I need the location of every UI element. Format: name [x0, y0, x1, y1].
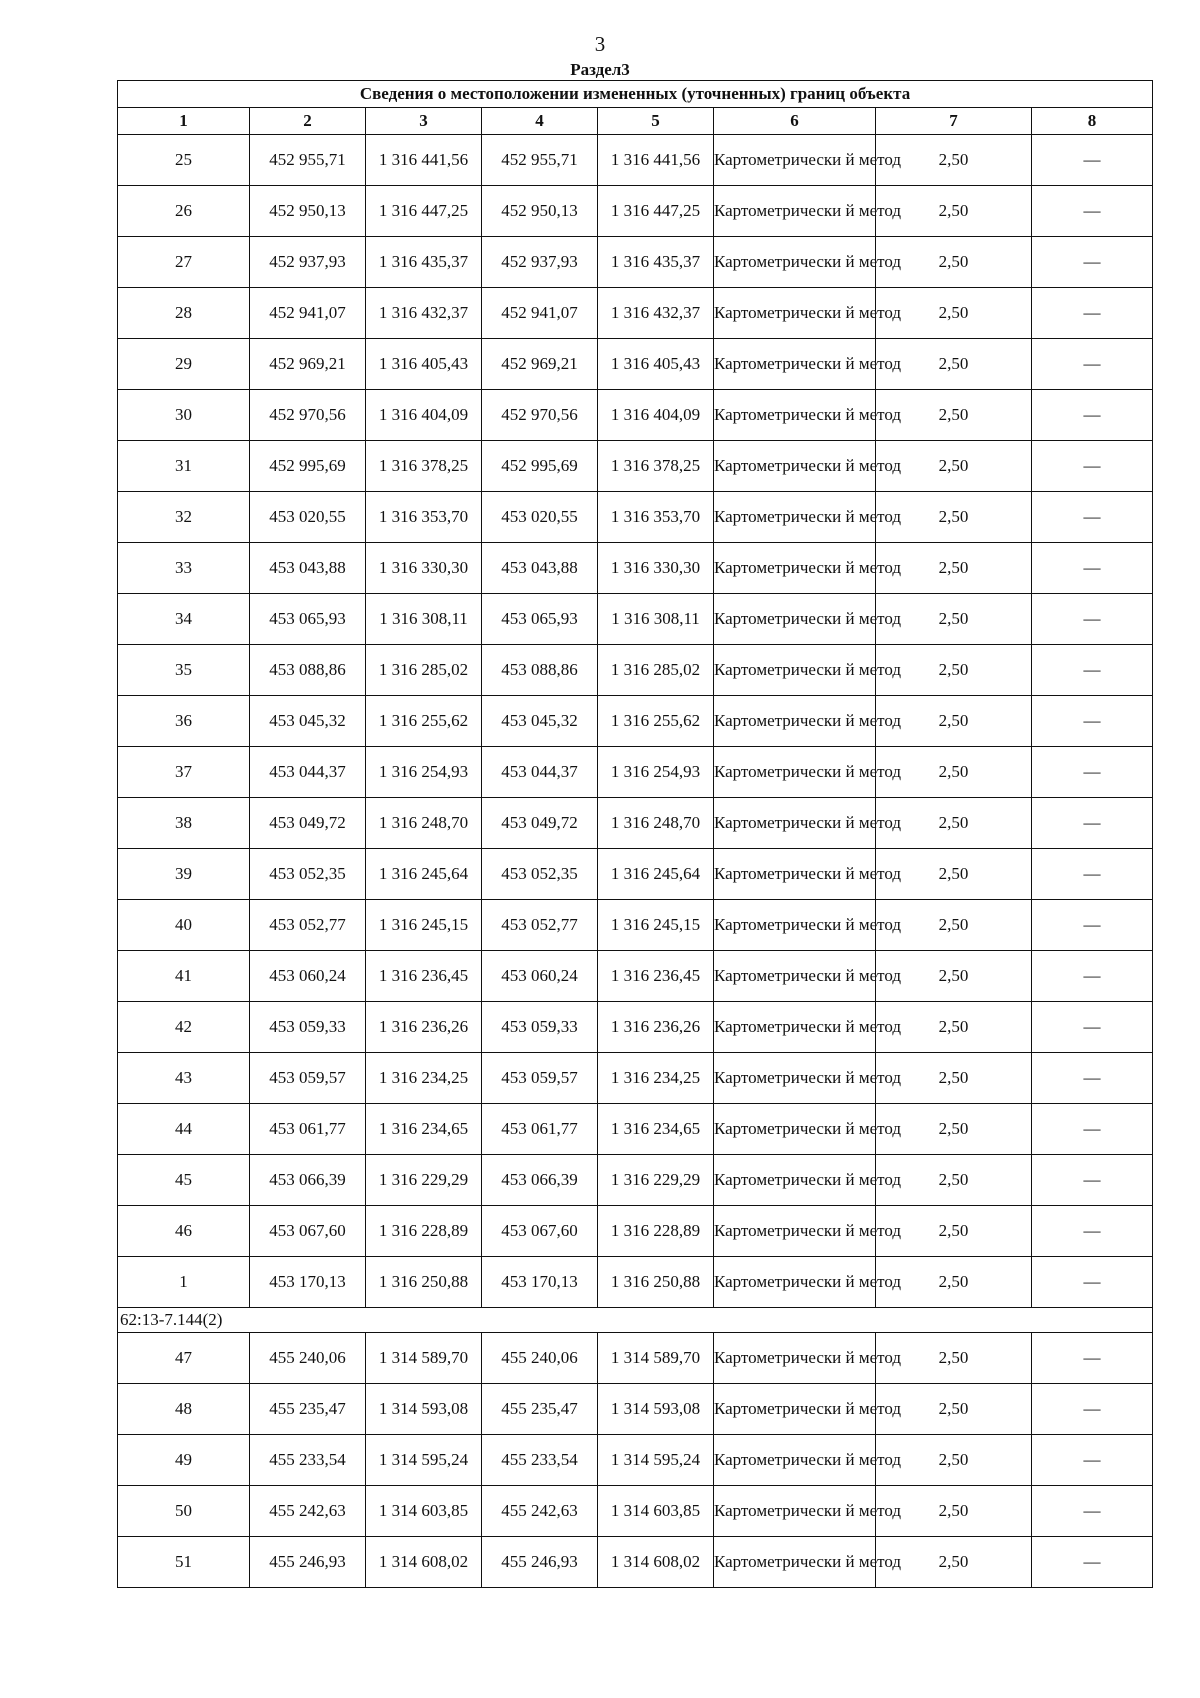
y-new-cell: 1 316 308,11	[598, 594, 714, 645]
y-new-cell: 1 316 254,93	[598, 747, 714, 798]
point-number-cell: 27	[118, 237, 250, 288]
x-old-cell: 453 060,24	[250, 951, 366, 1002]
accuracy-cell: 2,50	[876, 1002, 1032, 1053]
y-old-cell: 1 314 593,08	[366, 1384, 482, 1435]
accuracy-cell: 2,50	[876, 696, 1032, 747]
x-old-cell: 455 233,54	[250, 1435, 366, 1486]
accuracy-cell: 2,50	[876, 594, 1032, 645]
description-cell: —	[1032, 1333, 1153, 1384]
group-label: 62:13-7.144(2)	[118, 1308, 1153, 1333]
method-cell: Картометрически й метод	[714, 390, 876, 441]
point-number-cell: 49	[118, 1435, 250, 1486]
point-number-cell: 44	[118, 1104, 250, 1155]
x-new-cell: 452 937,93	[482, 237, 598, 288]
y-old-cell: 1 316 236,45	[366, 951, 482, 1002]
description-cell: —	[1032, 1206, 1153, 1257]
description-cell: —	[1032, 237, 1153, 288]
accuracy-cell: 2,50	[876, 645, 1032, 696]
table-row	[118, 645, 1153, 696]
column-number: 4	[482, 108, 598, 135]
method-cell: Картометрически й метод	[714, 492, 876, 543]
table-row	[118, 1333, 1153, 1384]
y-old-cell: 1 316 248,70	[366, 798, 482, 849]
description-cell: —	[1032, 1384, 1153, 1435]
method-cell: Картометрически й метод	[714, 1002, 876, 1053]
y-old-cell: 1 316 353,70	[366, 492, 482, 543]
accuracy-cell: 2,50	[876, 1257, 1032, 1308]
method-cell: Картометрически й метод	[714, 1206, 876, 1257]
table-row	[118, 900, 1153, 951]
table-row	[118, 186, 1153, 237]
x-old-cell: 453 044,37	[250, 747, 366, 798]
description-cell: —	[1032, 594, 1153, 645]
x-new-cell: 455 242,63	[482, 1486, 598, 1537]
x-new-cell: 453 067,60	[482, 1206, 598, 1257]
accuracy-cell: 2,50	[876, 798, 1032, 849]
y-new-cell: 1 316 250,88	[598, 1257, 714, 1308]
x-old-cell: 452 970,56	[250, 390, 366, 441]
y-old-cell: 1 316 432,37	[366, 288, 482, 339]
y-old-cell: 1 316 435,37	[366, 237, 482, 288]
y-new-cell: 1 316 248,70	[598, 798, 714, 849]
table-row	[118, 951, 1153, 1002]
x-old-cell: 453 052,35	[250, 849, 366, 900]
method-cell: Картометрически й метод	[714, 288, 876, 339]
point-number-cell: 34	[118, 594, 250, 645]
point-number-cell: 39	[118, 849, 250, 900]
column-number: 8	[1032, 108, 1153, 135]
description-cell: —	[1032, 1537, 1153, 1588]
y-new-cell: 1 314 595,24	[598, 1435, 714, 1486]
x-new-cell: 453 052,35	[482, 849, 598, 900]
table-row	[118, 1486, 1153, 1537]
point-number-cell: 50	[118, 1486, 250, 1537]
column-number: 6	[714, 108, 876, 135]
x-old-cell: 453 067,60	[250, 1206, 366, 1257]
y-old-cell: 1 316 404,09	[366, 390, 482, 441]
method-cell: Картометрически й метод	[714, 135, 876, 186]
point-number-cell: 26	[118, 186, 250, 237]
point-number-cell: 33	[118, 543, 250, 594]
table-row	[118, 1002, 1153, 1053]
accuracy-cell: 2,50	[876, 1537, 1032, 1588]
y-old-cell: 1 316 250,88	[366, 1257, 482, 1308]
accuracy-cell: 2,50	[876, 186, 1032, 237]
y-new-cell: 1 316 234,65	[598, 1104, 714, 1155]
point-number-cell: 25	[118, 135, 250, 186]
y-new-cell: 1 316 330,30	[598, 543, 714, 594]
y-new-cell: 1 314 589,70	[598, 1333, 714, 1384]
point-number-cell: 48	[118, 1384, 250, 1435]
table-caption: Сведения о местоположении измененных (уточненных) границ объекта	[118, 81, 1153, 108]
x-new-cell: 453 065,93	[482, 594, 598, 645]
x-new-cell: 453 020,55	[482, 492, 598, 543]
point-number-cell: 43	[118, 1053, 250, 1104]
table-row	[118, 390, 1153, 441]
x-old-cell: 452 955,71	[250, 135, 366, 186]
x-old-cell: 455 240,06	[250, 1333, 366, 1384]
method-cell: Картометрически й метод	[714, 1104, 876, 1155]
x-new-cell: 452 969,21	[482, 339, 598, 390]
accuracy-cell: 2,50	[876, 543, 1032, 594]
x-old-cell: 452 969,21	[250, 339, 366, 390]
y-new-cell: 1 316 228,89	[598, 1206, 714, 1257]
x-new-cell: 453 061,77	[482, 1104, 598, 1155]
x-old-cell: 453 065,93	[250, 594, 366, 645]
y-old-cell: 1 316 255,62	[366, 696, 482, 747]
point-number-cell: 30	[118, 390, 250, 441]
y-new-cell: 1 316 255,62	[598, 696, 714, 747]
x-new-cell: 452 955,71	[482, 135, 598, 186]
method-cell: Картометрически й метод	[714, 1435, 876, 1486]
point-number-cell: 31	[118, 441, 250, 492]
description-cell: —	[1032, 1104, 1153, 1155]
description-cell: —	[1032, 1053, 1153, 1104]
method-cell: Картометрически й метод	[714, 1537, 876, 1588]
accuracy-cell: 2,50	[876, 1155, 1032, 1206]
boundary-coordinates-table	[117, 80, 1153, 1588]
method-cell: Картометрически й метод	[714, 1155, 876, 1206]
x-old-cell: 453 052,77	[250, 900, 366, 951]
point-number-cell: 46	[118, 1206, 250, 1257]
y-new-cell: 1 314 608,02	[598, 1537, 714, 1588]
description-cell: —	[1032, 1002, 1153, 1053]
point-number-cell: 51	[118, 1537, 250, 1588]
method-cell: Картометрически й метод	[714, 747, 876, 798]
description-cell: —	[1032, 798, 1153, 849]
table-row	[118, 696, 1153, 747]
table-row	[118, 339, 1153, 390]
y-new-cell: 1 316 405,43	[598, 339, 714, 390]
table-row	[118, 798, 1153, 849]
description-cell: —	[1032, 1435, 1153, 1486]
x-old-cell: 453 059,33	[250, 1002, 366, 1053]
column-number: 3	[366, 108, 482, 135]
table-row	[118, 237, 1153, 288]
page-number: 3	[594, 32, 606, 56]
table-row	[118, 441, 1153, 492]
accuracy-cell: 2,50	[876, 1486, 1032, 1537]
table-row	[118, 1206, 1153, 1257]
method-cell: Картометрически й метод	[714, 849, 876, 900]
x-old-cell: 455 246,93	[250, 1537, 366, 1588]
method-cell: Картометрически й метод	[714, 645, 876, 696]
y-old-cell: 1 316 234,65	[366, 1104, 482, 1155]
accuracy-cell: 2,50	[876, 237, 1032, 288]
x-old-cell: 453 170,13	[250, 1257, 366, 1308]
x-new-cell: 455 235,47	[482, 1384, 598, 1435]
accuracy-cell: 2,50	[876, 1435, 1032, 1486]
y-new-cell: 1 316 441,56	[598, 135, 714, 186]
section-title: Раздел3	[570, 60, 630, 79]
table-row	[118, 594, 1153, 645]
y-new-cell: 1 316 236,45	[598, 951, 714, 1002]
x-old-cell: 453 061,77	[250, 1104, 366, 1155]
accuracy-cell: 2,50	[876, 441, 1032, 492]
description-cell: —	[1032, 441, 1153, 492]
x-new-cell: 453 043,88	[482, 543, 598, 594]
accuracy-cell: 2,50	[876, 339, 1032, 390]
description-cell: —	[1032, 1257, 1153, 1308]
description-cell: —	[1032, 696, 1153, 747]
y-old-cell: 1 314 595,24	[366, 1435, 482, 1486]
x-old-cell: 452 941,07	[250, 288, 366, 339]
column-number-row	[118, 108, 1153, 135]
method-cell: Картометрически й метод	[714, 186, 876, 237]
x-old-cell: 453 049,72	[250, 798, 366, 849]
method-cell: Картометрически й метод	[714, 900, 876, 951]
method-cell: Картометрически й метод	[714, 594, 876, 645]
y-new-cell: 1 316 245,64	[598, 849, 714, 900]
method-cell: Картометрически й метод	[714, 237, 876, 288]
x-old-cell: 453 066,39	[250, 1155, 366, 1206]
x-old-cell: 452 937,93	[250, 237, 366, 288]
x-new-cell: 453 059,33	[482, 1002, 598, 1053]
accuracy-cell: 2,50	[876, 1053, 1032, 1104]
table-caption-row	[118, 81, 1153, 108]
y-old-cell: 1 314 589,70	[366, 1333, 482, 1384]
y-new-cell: 1 316 236,26	[598, 1002, 714, 1053]
x-new-cell: 452 970,56	[482, 390, 598, 441]
y-new-cell: 1 316 229,29	[598, 1155, 714, 1206]
y-old-cell: 1 316 234,25	[366, 1053, 482, 1104]
method-cell: Картометрически й метод	[714, 1053, 876, 1104]
y-new-cell: 1 314 603,85	[598, 1486, 714, 1537]
x-new-cell: 453 045,32	[482, 696, 598, 747]
x-new-cell: 455 233,54	[482, 1435, 598, 1486]
y-old-cell: 1 316 236,26	[366, 1002, 482, 1053]
table-row	[118, 1537, 1153, 1588]
x-old-cell: 455 235,47	[250, 1384, 366, 1435]
table-row	[118, 1155, 1153, 1206]
y-new-cell: 1 316 353,70	[598, 492, 714, 543]
description-cell: —	[1032, 1486, 1153, 1537]
method-cell: Картометрически й метод	[714, 1384, 876, 1435]
y-old-cell: 1 316 447,25	[366, 186, 482, 237]
method-cell: Картометрически й метод	[714, 441, 876, 492]
x-new-cell: 455 240,06	[482, 1333, 598, 1384]
point-number-cell: 45	[118, 1155, 250, 1206]
y-old-cell: 1 316 254,93	[366, 747, 482, 798]
accuracy-cell: 2,50	[876, 492, 1032, 543]
x-new-cell: 452 950,13	[482, 186, 598, 237]
x-old-cell: 452 995,69	[250, 441, 366, 492]
description-cell: —	[1032, 1155, 1153, 1206]
description-cell: —	[1032, 390, 1153, 441]
point-number-cell: 40	[118, 900, 250, 951]
table-row	[118, 1053, 1153, 1104]
point-number-cell: 36	[118, 696, 250, 747]
point-number-cell: 28	[118, 288, 250, 339]
point-number-cell: 41	[118, 951, 250, 1002]
x-new-cell: 453 088,86	[482, 645, 598, 696]
accuracy-cell: 2,50	[876, 951, 1032, 1002]
x-old-cell: 453 043,88	[250, 543, 366, 594]
point-number-cell: 32	[118, 492, 250, 543]
accuracy-cell: 2,50	[876, 1206, 1032, 1257]
y-old-cell: 1 316 229,29	[366, 1155, 482, 1206]
description-cell: —	[1032, 849, 1153, 900]
x-new-cell: 453 066,39	[482, 1155, 598, 1206]
y-old-cell: 1 316 405,43	[366, 339, 482, 390]
point-number-cell: 29	[118, 339, 250, 390]
y-old-cell: 1 316 308,11	[366, 594, 482, 645]
accuracy-cell: 2,50	[876, 1384, 1032, 1435]
table-row	[118, 1257, 1153, 1308]
point-number-cell: 1	[118, 1257, 250, 1308]
y-new-cell: 1 314 593,08	[598, 1384, 714, 1435]
x-new-cell: 452 941,07	[482, 288, 598, 339]
y-new-cell: 1 316 285,02	[598, 645, 714, 696]
column-number: 2	[250, 108, 366, 135]
point-number-cell: 37	[118, 747, 250, 798]
x-new-cell: 453 060,24	[482, 951, 598, 1002]
y-new-cell: 1 316 447,25	[598, 186, 714, 237]
method-cell: Картометрически й метод	[714, 1486, 876, 1537]
column-number: 7	[876, 108, 1032, 135]
description-cell: —	[1032, 645, 1153, 696]
x-new-cell: 453 044,37	[482, 747, 598, 798]
accuracy-cell: 2,50	[876, 849, 1032, 900]
description-cell: —	[1032, 339, 1153, 390]
accuracy-cell: 2,50	[876, 1333, 1032, 1384]
y-old-cell: 1 314 608,02	[366, 1537, 482, 1588]
point-number-cell: 38	[118, 798, 250, 849]
y-old-cell: 1 316 228,89	[366, 1206, 482, 1257]
x-old-cell: 453 059,57	[250, 1053, 366, 1104]
description-cell: —	[1032, 900, 1153, 951]
method-cell: Картометрически й метод	[714, 696, 876, 747]
table-body	[118, 81, 1153, 1588]
description-cell: —	[1032, 747, 1153, 798]
table-row	[118, 1104, 1153, 1155]
description-cell: —	[1032, 543, 1153, 594]
column-number: 1	[118, 108, 250, 135]
method-cell: Картометрически й метод	[714, 1333, 876, 1384]
y-old-cell: 1 316 245,15	[366, 900, 482, 951]
x-new-cell: 453 049,72	[482, 798, 598, 849]
method-cell: Картометрически й метод	[714, 951, 876, 1002]
table-row	[118, 1384, 1153, 1435]
x-old-cell: 453 020,55	[250, 492, 366, 543]
accuracy-cell: 2,50	[876, 1104, 1032, 1155]
y-old-cell: 1 316 441,56	[366, 135, 482, 186]
table-row	[118, 849, 1153, 900]
column-number: 5	[598, 108, 714, 135]
method-cell: Картометрически й метод	[714, 339, 876, 390]
method-cell: Картометрически й метод	[714, 798, 876, 849]
y-new-cell: 1 316 435,37	[598, 237, 714, 288]
y-new-cell: 1 316 432,37	[598, 288, 714, 339]
y-new-cell: 1 316 378,25	[598, 441, 714, 492]
accuracy-cell: 2,50	[876, 900, 1032, 951]
point-number-cell: 42	[118, 1002, 250, 1053]
x-old-cell: 453 045,32	[250, 696, 366, 747]
x-new-cell: 453 170,13	[482, 1257, 598, 1308]
group-header-row	[118, 1308, 1153, 1333]
table-row	[118, 288, 1153, 339]
description-cell: —	[1032, 951, 1153, 1002]
x-old-cell: 453 088,86	[250, 645, 366, 696]
y-new-cell: 1 316 234,25	[598, 1053, 714, 1104]
x-new-cell: 453 052,77	[482, 900, 598, 951]
point-number-cell: 35	[118, 645, 250, 696]
description-cell: —	[1032, 288, 1153, 339]
description-cell: —	[1032, 186, 1153, 237]
point-number-cell: 47	[118, 1333, 250, 1384]
y-old-cell: 1 316 245,64	[366, 849, 482, 900]
table-row	[118, 747, 1153, 798]
table-row	[118, 543, 1153, 594]
accuracy-cell: 2,50	[876, 390, 1032, 441]
x-old-cell: 452 950,13	[250, 186, 366, 237]
y-new-cell: 1 316 404,09	[598, 390, 714, 441]
x-new-cell: 453 059,57	[482, 1053, 598, 1104]
accuracy-cell: 2,50	[876, 747, 1032, 798]
x-new-cell: 452 995,69	[482, 441, 598, 492]
description-cell: —	[1032, 492, 1153, 543]
method-cell: Картометрически й метод	[714, 543, 876, 594]
description-cell: —	[1032, 135, 1153, 186]
table-row	[118, 492, 1153, 543]
y-old-cell: 1 314 603,85	[366, 1486, 482, 1537]
accuracy-cell: 2,50	[876, 135, 1032, 186]
y-new-cell: 1 316 245,15	[598, 900, 714, 951]
table-row	[118, 1435, 1153, 1486]
table-row	[118, 135, 1153, 186]
y-old-cell: 1 316 285,02	[366, 645, 482, 696]
y-old-cell: 1 316 378,25	[366, 441, 482, 492]
method-cell: Картометрически й метод	[714, 1257, 876, 1308]
x-old-cell: 455 242,63	[250, 1486, 366, 1537]
accuracy-cell: 2,50	[876, 288, 1032, 339]
x-new-cell: 455 246,93	[482, 1537, 598, 1588]
y-old-cell: 1 316 330,30	[366, 543, 482, 594]
